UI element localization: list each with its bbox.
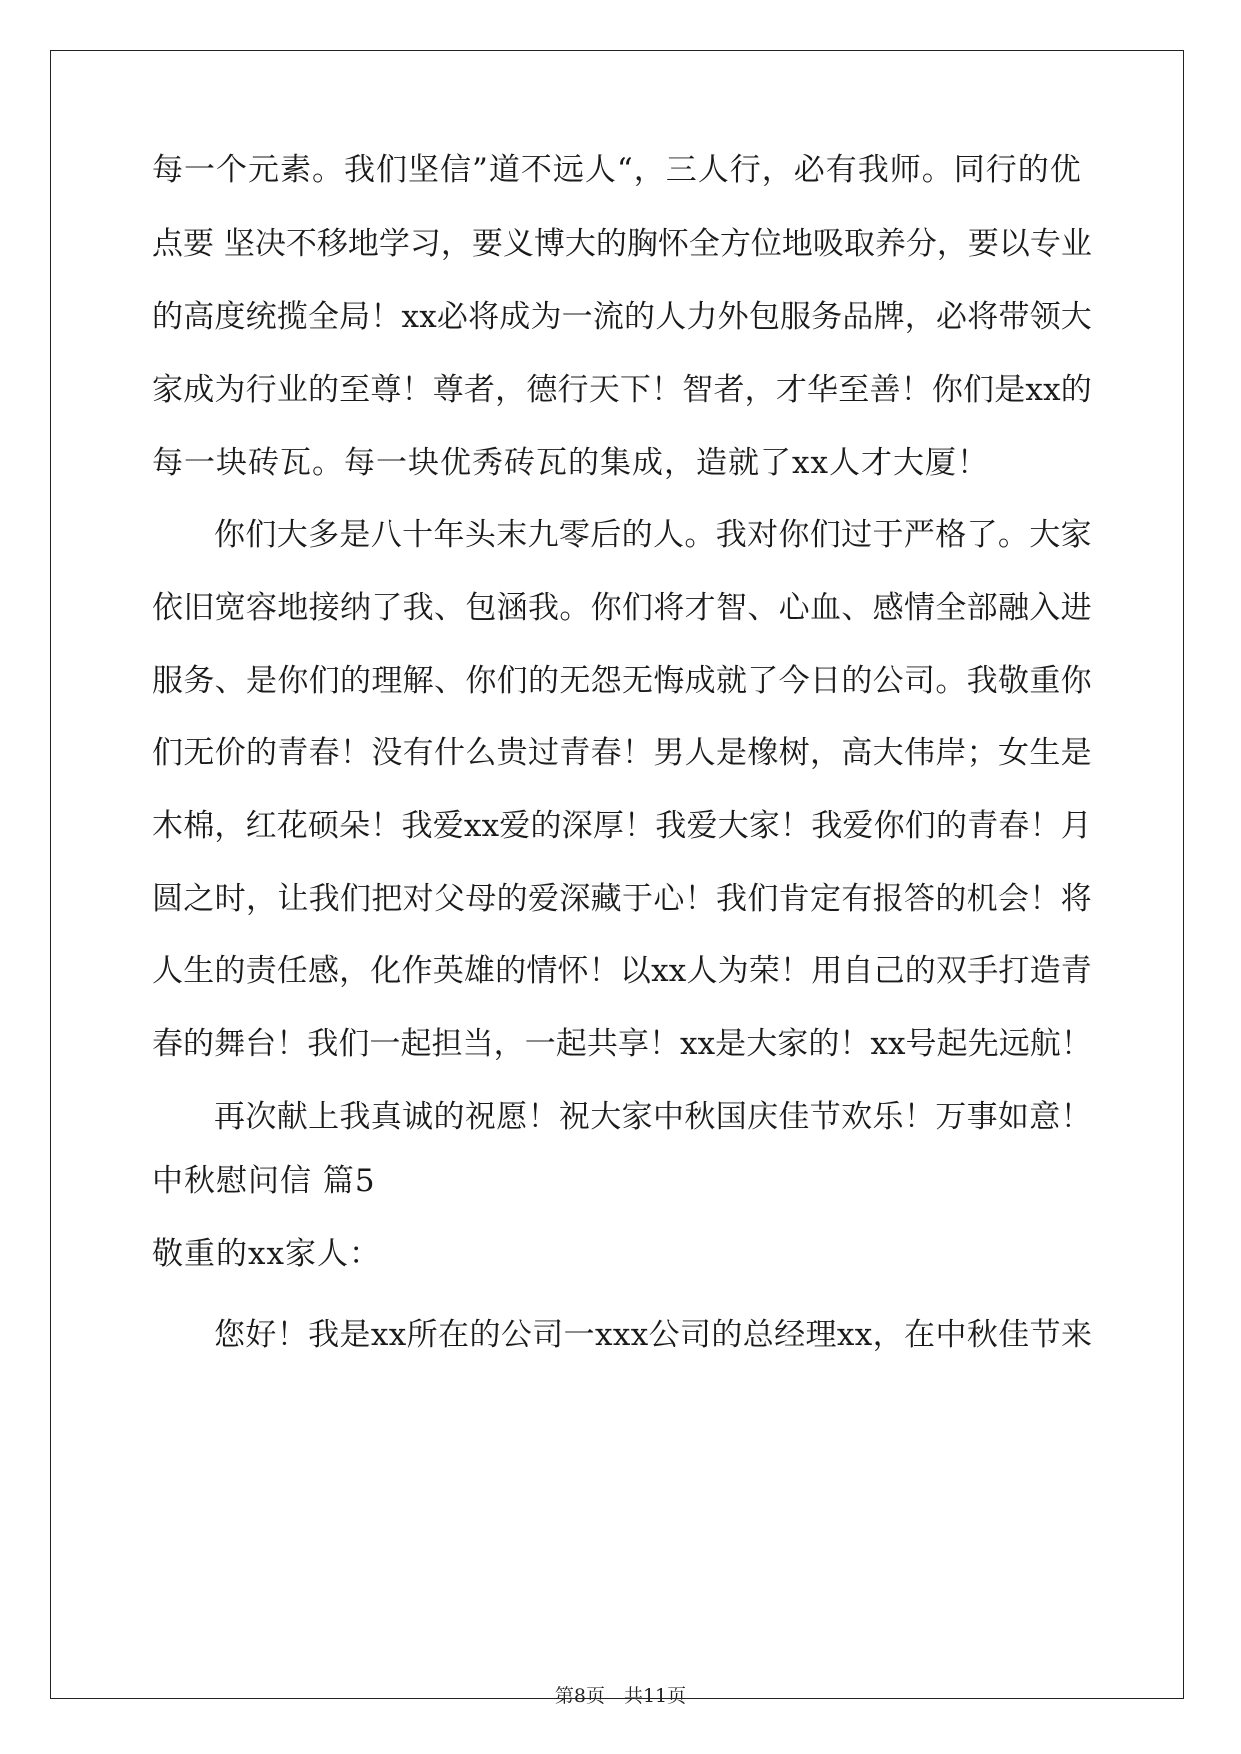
text-line: 春的舞台！我们一起担当，一起共享！xx是大家的！xx号起先远航！: [152, 1026, 1092, 1062]
text-line: 你们大多是八十年头末九零后的人。我对你们过于严格了。大家: [214, 517, 1092, 553]
text-line: 服务、是你们的理解、你们的无怨无悔成就了今日的公司。我敬重你: [152, 663, 1092, 699]
text-line: 木棉，红花硕朵！我爱xx爱的深厚！我爱大家！我爱你们的青春！月: [152, 808, 1092, 844]
text-line: 家成为行业的至尊！尊者，德行天下！智者，才华至善！你们是xx的: [152, 372, 1092, 408]
text-line: 您好！我是xx所在的公司一xxx公司的总经理xx，在中秋佳节来: [214, 1317, 1093, 1353]
page-number: 第8页 共11页: [554, 1685, 687, 1707]
text-line: 人生的责任感，化作英雄的情怀！以xx人为荣！用自己的双手打造青: [152, 953, 1092, 989]
text-line: 依旧宽容地接纳了我、包涵我。你们将才智、心血、感情全部融入进: [152, 590, 1092, 626]
text-line: 圆之时，让我们把对父母的爱深藏于心！我们肯定有报答的机会！将: [152, 881, 1092, 917]
text-line: 每一块砖瓦。每一块优秀砖瓦的集成，造就了xx人才大厦！: [152, 445, 989, 481]
text-line: 每一个元素。我们坚信”道不远人“，三人行，必有我师。同行的优: [152, 152, 1082, 188]
text-line: 的高度统揽全局！xx必将成为一流的人力外包服务品牌，必将带领大: [152, 299, 1092, 335]
section-heading: 中秋慰问信 篇5: [152, 1163, 376, 1199]
text-line: 们无价的青春！没有什么贵过青春！男人是橡树，高大伟岸；女生是: [152, 735, 1092, 771]
salutation: 敬重的xx家人：: [152, 1236, 381, 1272]
text-line: 再次献上我真诚的祝愿！祝大家中秋国庆佳节欢乐！万事如意！: [214, 1099, 1092, 1135]
text-line: 点要 坚决不移地学习，要义博大的胸怀全方位地吸取养分，要以专业: [152, 226, 1092, 262]
